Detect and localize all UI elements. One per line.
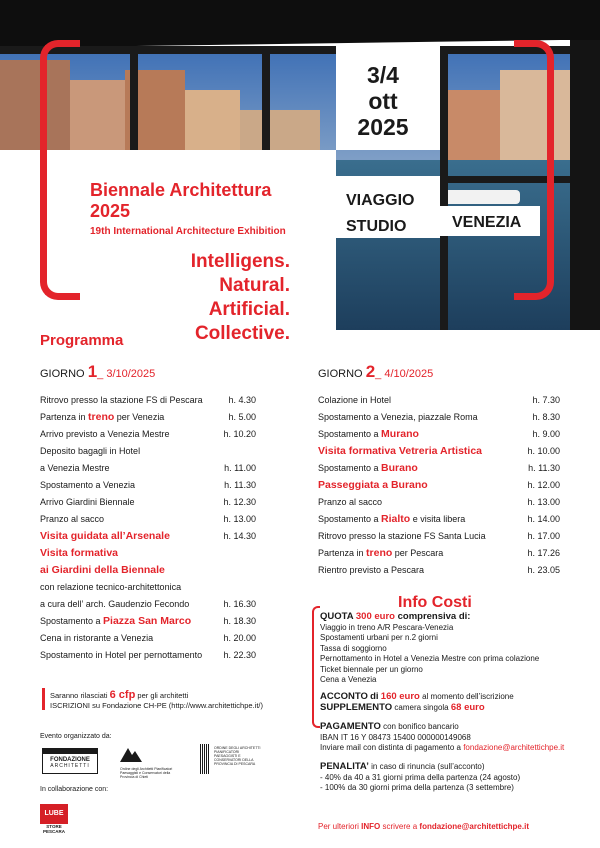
cfp-post: per gli architetti [137,691,189,700]
activity-highlight: treno [366,547,393,559]
schedule-activity: a Venezia Mestre [40,463,110,473]
trip-line-2: STUDIO [346,218,407,235]
day-label: GIORNO [318,368,363,380]
schedule-row [318,426,560,443]
include-item: Cena a Venezia [320,675,377,684]
schedule-activity: Visita formativa Vetreria Artistica [318,445,482,457]
ordine-chieti-logo [120,746,182,779]
schedule-row [40,545,256,562]
logo-text: FONDAZIONE [50,757,90,763]
schedule-time: h. 4.30 [228,395,256,405]
date-year: 2025 [357,114,409,140]
schedule-row [318,460,560,477]
logo-stripes [200,744,210,774]
schedule-activity: Arrivo Giardini Biennale [40,497,135,507]
schedule-time: h. 13.00 [223,514,256,524]
penalty-item: - 40% da 40 a 31 giorni prima della partenza (24 agosto) [320,772,521,782]
event-subtitle: 19th International Architecture Exhibition [90,226,286,237]
schedule-activity: Cena in ristorante a Venezia [40,633,154,643]
mountain-icon [120,746,142,762]
mail-line [320,743,564,754]
motto-line: Artificial. [208,299,290,320]
schedule-row [40,647,256,664]
schedule-activity: Pranzo al sacco [318,497,383,507]
quota-label: QUOTA [320,611,354,622]
acconto-label: ACCONTO [320,691,368,702]
schedule-row [40,443,256,460]
schedule-activity: Passeggiata a Burano [318,479,428,491]
logo-text: ORDINE DEGLI ARCHITETTI PIANIFICATORI PAESAGGISTI E CONSERVATORI DELLA PROVINCIA DI PESCARA [214,746,261,766]
schedule-time: h. 22.30 [223,650,256,660]
include-item: Viaggio in treno A/R Pescara-Venezia [320,622,454,632]
schedule-row [318,511,560,528]
info-bracket [312,606,320,728]
footer-pre: Per ulteriori [318,822,359,831]
collab-label: In collaborazione con: [40,786,109,793]
cfp-value: 6 cfp [109,689,136,701]
penalita-block [320,762,520,794]
activity-pre: Spostamento a [318,463,382,473]
acconto-text: al momento dell’iscrizione [422,692,514,701]
acconto-value: 160 euro [380,691,420,702]
schedule-activity: Pranzo al sacco [40,514,105,524]
day-number: 2 [365,362,376,381]
schedule-activity: Ritrovo presso la stazione FS di Pescara [40,395,203,405]
activity-pre: Partenza in [40,412,89,422]
schedule-time: h. 17.00 [527,531,560,541]
registration-line[interactable]: ISCRIZIONI su Fondazione CH-PE (http://www.architettichpe.it/) [50,701,263,710]
date-month: ott [368,88,398,114]
quota-value: 300 euro [355,611,395,622]
day2-schedule [318,392,560,579]
motto-line: Intelligens. [190,251,290,272]
pagamento-block [320,722,564,754]
day-label: GIORNO [40,368,85,380]
mail-text: Inviare mail con distinta di pagamento a [320,743,461,752]
schedule-time: h. 9.00 [532,429,560,439]
cfp-line [50,690,263,701]
schedule-row [40,579,256,596]
schedule-row [318,494,560,511]
schedule-activity: ai Giardini della Biennale [40,564,165,576]
schedule-row [40,494,256,511]
quota-block [320,612,539,686]
activity-highlight: treno [88,411,115,423]
include-item: Spostamenti urbani per n.2 giorni [320,633,438,642]
schedule-activity: Deposito bagagli in Hotel [40,446,141,456]
supplemento-text: camera singola [394,702,449,712]
title-line-2: 2025 [90,201,131,221]
logo-text: Ordine degli Architetti Pianificatori Paesaggisti e Conservatori della Provincia di Chieti [120,767,173,779]
include-item: Pernottamento in Hotel a Venezia Mestre con prima colazione [320,654,540,663]
trip-type [346,188,414,240]
schedule-row [318,409,560,426]
event-title [90,180,271,222]
activity-highlight: Piazza San Marco [103,615,192,627]
schedule-activity: Colazione in Hotel [318,395,392,405]
supplemento-value: 68 euro [450,701,485,713]
include-item: Tassa di soggiorno [320,643,387,653]
schedule-row [40,392,256,409]
iban: IBAN IT 16 Y 08473 15400 000000149068 [320,732,471,742]
schedule-time: h. 17.26 [527,548,560,558]
schedule-time: h. 14.00 [527,514,560,524]
quota-text: comprensiva di: [397,611,471,622]
activity-highlight: Burano [381,462,418,474]
event-date [338,62,428,140]
schedule-row [318,528,560,545]
cfp-pre: Saranno rilasciati [50,691,108,700]
pagamento-text: con bonifico bancario [383,722,459,731]
schedule-time: h. 10.20 [223,429,256,439]
motto-line: Collective. [194,323,290,344]
schedule-time: h. 12.30 [223,497,256,507]
penalita-line [320,762,520,773]
schedule-activity: Arrivo previsto a Venezia Mestre [40,429,170,439]
title-line-1: Biennale Architettura [90,180,272,200]
day-number: 1 [87,362,98,381]
schedule-activity: a cura dell’ arch. Gaudenzio Fecondo [40,599,190,609]
schedule-time: h. 13.00 [527,497,560,507]
lube-mark: LUBE [40,804,68,824]
activity-pre: Spostamento a [318,429,382,439]
organized-by-label: Evento organizzato da: [40,733,112,740]
schedule-row [40,511,256,528]
schedule-row [318,392,560,409]
schedule-activity: Rientro previsto a Pescara [318,565,425,575]
schedule-time: h. 8.30 [532,412,560,422]
supplemento-label: SUPPLEMENTO [320,701,393,713]
pagamento-line [320,722,564,733]
red-bracket-right [514,40,554,300]
footer-info: INFO [361,822,381,831]
trip-line-1: VIAGGIO [346,192,415,209]
schedule-activity [318,545,443,562]
schedule-row [40,630,256,647]
cfp-bar [42,688,45,710]
activity-post: per Venezia [114,412,165,422]
schedule-row [40,596,256,613]
schedule-row [40,477,256,494]
date-day: 3/4 [367,62,399,88]
activity-pre: Partenza in [318,548,367,558]
day1-schedule [40,392,256,664]
quota-line [320,612,539,623]
schedule-row [40,426,256,443]
lube-sub: STORE PESCARA [42,824,65,834]
activity-post: per Pescara [392,548,444,558]
schedule-activity: Ritrovo presso la stazione FS Santa Lucia [318,531,486,541]
schedule-activity: con relazione tecnico-architettonica [40,582,182,592]
schedule-activity [40,409,164,426]
schedule-row [40,528,256,545]
acconto-pre: di [370,691,379,702]
schedule-time: h. 11.30 [528,463,560,473]
penalita-text: in caso di rinuncia (sull’acconto) [371,762,485,771]
schedule-time: h. 16.30 [223,599,256,609]
pagamento-label: PAGAMENTO [320,721,381,732]
supplemento-line [320,703,514,714]
venice-window-photo [0,0,600,330]
schedule-row [40,613,256,630]
activity-pre: Spostamento a [318,514,382,524]
activity-highlight: Rialto [381,513,411,525]
schedule-row [318,545,560,562]
schedule-time: h. 18.30 [223,616,256,626]
day-date: _ 4/10/2025 [375,368,434,380]
payment-email-link[interactable]: fondazione@architettichpe.it [463,743,565,752]
header-photo [0,0,600,330]
schedule-activity: Spostamento a Venezia [40,480,136,490]
logo-text-sub: ARCHITETTI [50,763,90,769]
schedule-time: h. 10.00 [527,446,560,456]
schedule-time: h. 11.00 [224,463,256,473]
footer-email-link[interactable]: fondazione@architettichpe.it [419,822,529,831]
red-bracket-left [40,40,80,300]
schedule-time: h. 23.05 [527,565,560,575]
lube-logo [40,804,68,836]
activity-highlight: Murano [381,428,419,440]
schedule-time: h. 20.00 [223,633,256,643]
day2-heading [318,362,433,382]
info-costi-title: Info Costi [398,594,472,611]
schedule-time: h. 14.30 [223,531,256,541]
schedule-time: h. 11.30 [224,480,256,490]
schedule-activity [318,460,418,477]
acconto-block [320,692,514,713]
day1-heading [40,362,155,382]
footer-contact [318,822,529,831]
event-motto [150,250,290,346]
trip-city: VENEZIA [452,214,522,231]
penalty-item: - 100% da 30 giorni prima della partenza (3 settembre) [320,783,514,792]
schedule-row [318,562,560,579]
schedule-row [318,477,560,494]
schedule-row [40,409,256,426]
schedule-activity: Spostamento a Venezia, piazzale Roma [318,412,478,422]
schedule-row [40,460,256,477]
section-programma: Programma [40,332,124,349]
logo-bar [43,749,97,754]
cfp-note [50,690,263,711]
schedule-row [318,443,560,460]
schedule-time: h. 7.30 [532,395,560,405]
schedule-time: h. 12.00 [527,480,560,490]
ordine-pescara-logo [200,744,262,774]
penalita-label: PENALITA’ [320,761,369,772]
schedule-row [40,562,256,579]
motto-line: Natural. [219,275,290,296]
schedule-activity: Visita guidata all’Arsenale [40,530,170,542]
fondazione-logo [42,748,98,774]
schedule-activity [318,511,465,528]
activity-pre: Spostamento a [40,616,104,626]
schedule-activity [40,613,191,630]
activity-post: e visita libera [410,514,466,524]
footer-mid: scrivere a [382,822,418,831]
day-date: _ 3/10/2025 [97,368,156,380]
schedule-activity: Spostamento in Hotel per pernottamento [40,650,203,660]
include-item: Ticket biennale per un giorno [320,664,423,674]
schedule-activity [318,426,419,443]
schedule-time: h. 5.00 [228,412,256,422]
schedule-activity: Visita formativa [40,547,119,559]
